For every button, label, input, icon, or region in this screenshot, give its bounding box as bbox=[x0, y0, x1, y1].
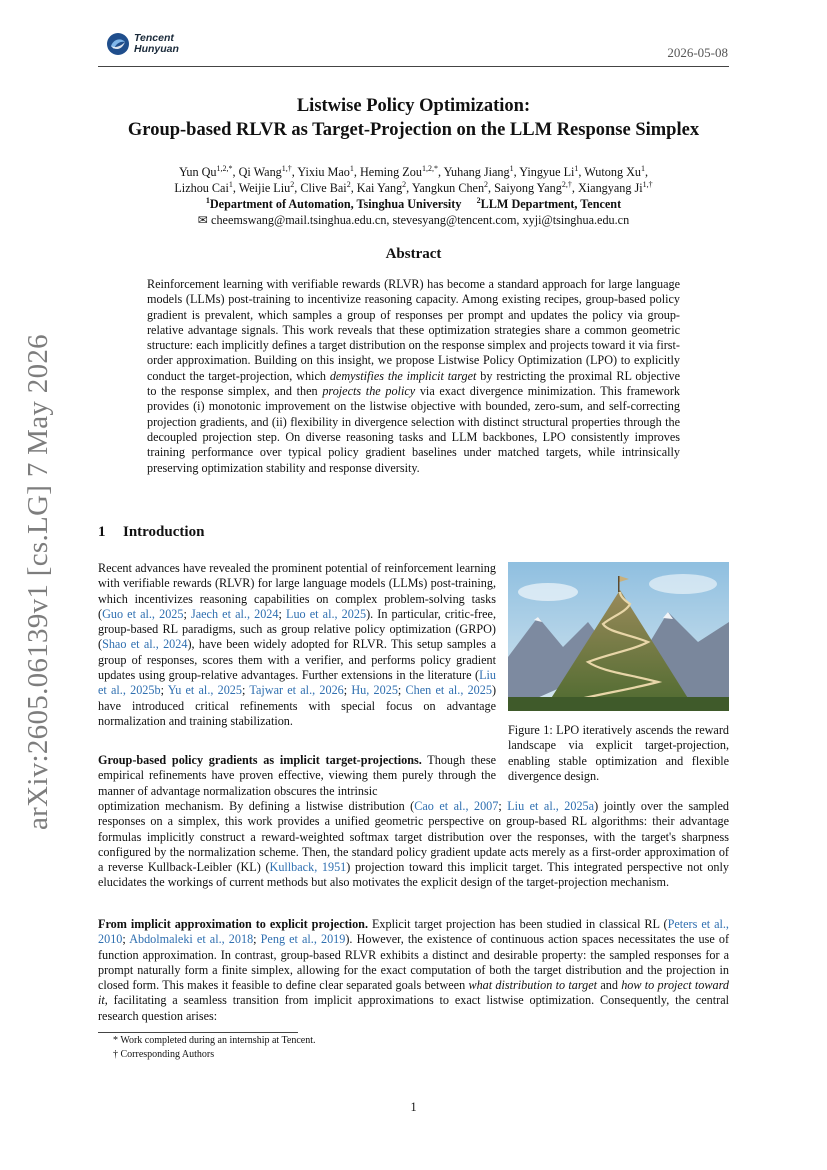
tencent-hunyuan-logo bbox=[106, 32, 179, 56]
logo-line-1: Tencent bbox=[134, 32, 174, 44]
title-line-1: Listwise Policy Optimization: bbox=[296, 96, 531, 116]
abstract-heading: Abstract bbox=[385, 246, 442, 262]
affiliations: $^1$Department of Automation, Tsinghua University $^2$LLM Department, Tencent bbox=[205, 195, 622, 211]
paper-title bbox=[98, 94, 729, 142]
header-date: 2026-05-08 bbox=[667, 45, 728, 60]
intro-paragraph-3: From implicit approximation to explicit projection. Explicit target projection has been studied in classical RL (Peters et al., 2010; Abdolmaleki et al., 2018; Peng et al., 2019). However, the existence of continuous action spaces necessitates the use of function approximation. In contrast, group-based RLVR exhibits a distinct and desirable property: the sampled responses for a prompt naturally form a finite simplex, allowing for the exact computation of both the target distribution and the projection in closed form. This makes it feasible to define clear separated goals between what distribution to target and how to project toward it, facilitating a seamless transition from implicit approximations to exact listwise optimization. Consequently, the central research question arises: bbox=[98, 917, 729, 1023]
author-line-2: Lizhou Cai$^1$, Weijie Liu$^2$, Clive Bai$^2$, Kai Yang$^2$, Yangkun Chen$^2$, Saiyong Yang$^{2,\dagger}$, Xiangyang $Ji^{1,\dagger}$ bbox=[174, 179, 653, 195]
mountain-image bbox=[508, 562, 729, 711]
intro-paragraph-2-narrow: Group-based policy gradients as implicit target-projections. Though these empirical refinements have proven effective, viewing them purely through the manner of advantage normalization obscures the intrinsic bbox=[98, 753, 496, 798]
section-title: Introduction bbox=[123, 524, 205, 540]
footnote-2: † Corresponding Authors bbox=[113, 1049, 215, 1060]
figure-1-caption: Figure 1: LPO iteratively ascends the reward landscape via explicit target-projection, enabling stable optimization and flexible divergence design. bbox=[508, 723, 729, 783]
figure-1-mountain-illustration bbox=[508, 562, 729, 711]
author-block bbox=[98, 164, 729, 228]
logo-line-2: Hunyuan bbox=[134, 43, 179, 55]
arxiv-side-stamp: arXiv:2605.06139v1 [cs.LG] 7 May 2026 bbox=[22, 334, 54, 830]
intro-paragraph-2-wide: optimization mechanism. By defining a listwise distribution (Cao et al., 2007; Liu et al., 2025a) jointly over the sampled responses on a simplex, this work provides a unified geometric perspective on group-based RL algorithms: their advantage formulas implicitly construct a reward-weighted softmax target distribution over the responses, with the target's sharpness configured by the normalization scheme. Then, the standard policy gradient update acts merely as a first-order approximation of a reverse Kullback-Leibler (KL) (Kullback, 1951) projection toward this implicit target. This integrated perspective not only elucidates the workings of current methods but also motivates the explicit design of the target-projection mechanism. bbox=[98, 799, 730, 890]
author-line-1: Yun $Qu^{1,2,*}$, Qi Wang$^{1,\dagger}$, Yixiu Mao$^1$, Heming Zou$^{1,2,*}$, Yuhang Jiang$^1$, Yingyue Li$^1$, Wutong Xu$^1$, bbox=[178, 163, 649, 179]
intro-paragraph-1: Recent advances have revealed the prominent potential of reinforcement learning with verifiable rewards (RLVR) for large language models (LLMs) post-training, which incentivizes reasoning capabilities on complex problem-solving tasks (Guo et al., 2025; Jaech et al., 2024; Luo et al., 2025). In particular, critic-free, group-based RL paradigms, such as group relative policy optimization (GRPO) (Shao et al., 2024), have been widely adopted for RLVR. This setup samples a group of responses, scores them with a verifier, and performs policy gradient updates using group-relative advantages. Further extensions in the literature (Liu et al., 2025b; Yu et al., 2025; Tajwar et al., 2026; Hu, 2025; Chen et al., 2025) have introduced critical refinements with special focus on advantage normalization and training stabilization. bbox=[98, 561, 497, 728]
author-emails: ✉ cheemswang@mail.tsinghua.edu.cn, stevesyang@tencent.com, xyji@tsinghua.edu.cn bbox=[197, 213, 630, 227]
hunyuan-logo-icon bbox=[106, 32, 130, 56]
section-heading-introduction bbox=[98, 524, 204, 541]
logo-wordmark bbox=[134, 33, 179, 55]
section-number: 1 bbox=[98, 524, 106, 540]
header-rule bbox=[98, 66, 729, 67]
footnote-rule bbox=[98, 1032, 298, 1033]
title-line-2: Group-based RLVR as Target-Projection on the LLM Response Simplex bbox=[127, 120, 700, 140]
page-number: 1 bbox=[410, 1100, 417, 1114]
abstract-text: Reinforcement learning with verifiable rewards (RLVR) has become a standard approach for large language models (LLMs) post-training to incentivize reasoning capacity. Among existing recipes, group-based policy gradient is prevalent, which samples a group of responses per prompt and updates the policy via group-relative advantage signals. This work reveals that these optimization strategies share a common geometric structure: each implicitly defines a target distribution on the response simplex and projects toward it via first-order approximation. Building on this insight, we propose Listwise Policy Optimization (LPO) to explicitly conduct the target-projection, which demystifies the implicit target by restricting the proximal RL objective to the response simplex, and then projects the policy via exact divergence minimization. This framework provides (i) monotonic improvement on the listwise objective with bounded, zero-sum, and self-correcting projection gradients, and (ii) flexibility in divergence selection with distinct structural properties through the decoupled projection step. On diverse reasoning tasks and LLM backbones, LPO consistently improves training performance over typical policy gradient baselines under matched targets, while intrinsically preserving optimization stability and response diversity. bbox=[147, 277, 681, 475]
footnote-1: * Work completed during an internship at Tencent. bbox=[113, 1035, 316, 1046]
